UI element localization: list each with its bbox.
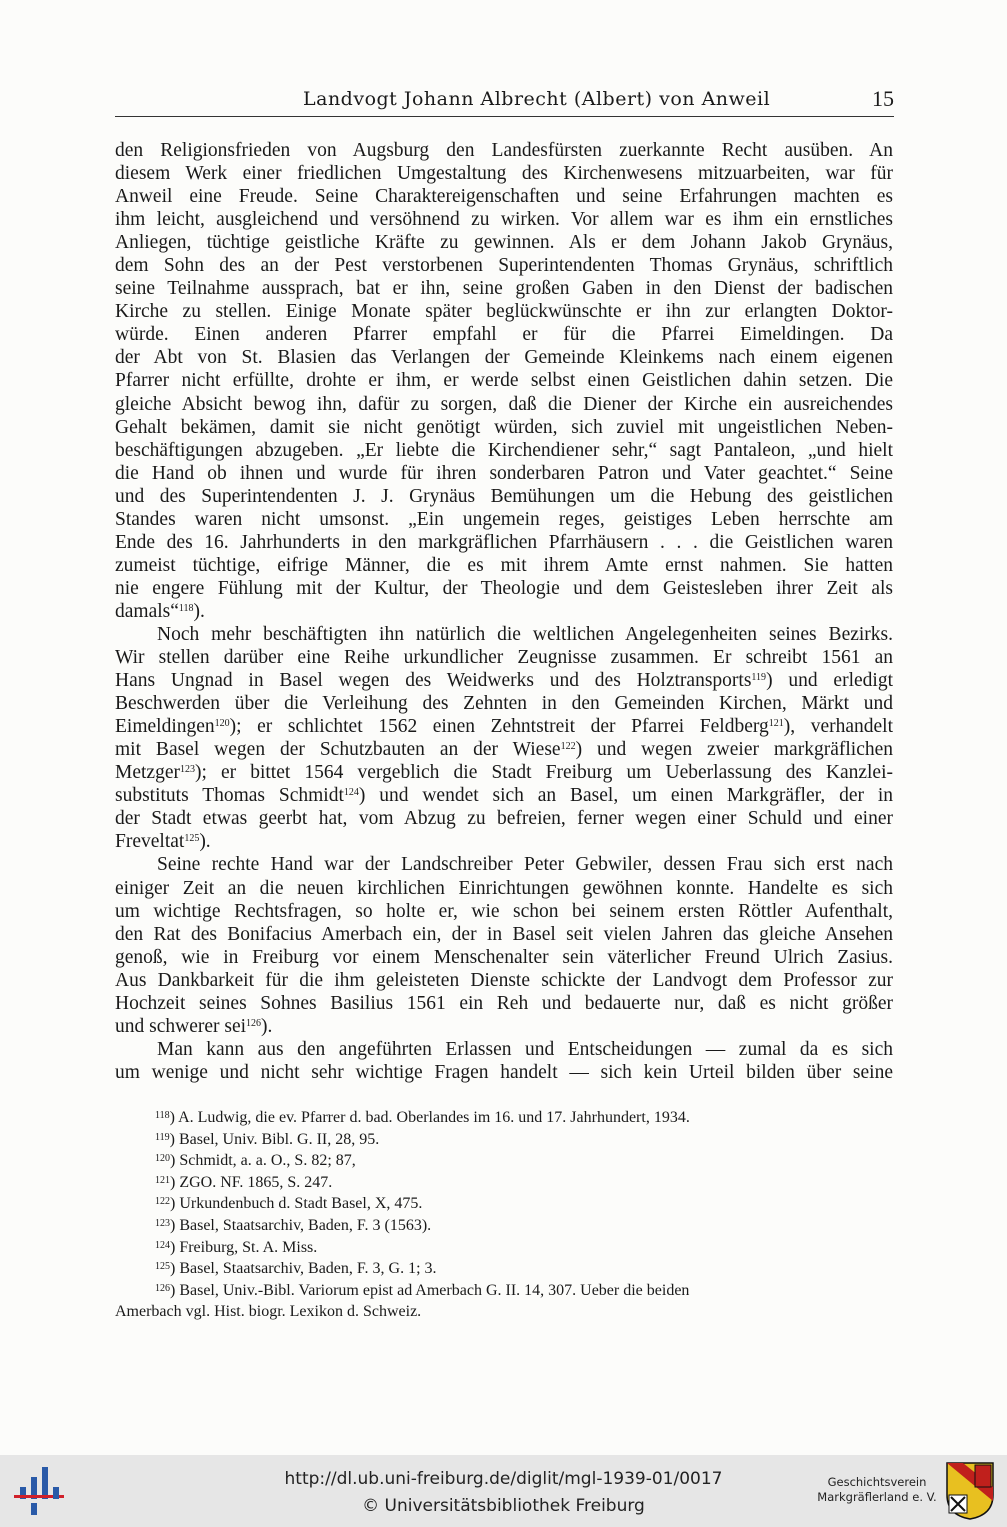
text-line [115,969,893,992]
text-line [115,185,893,208]
text-run: dem Sohn des an der Pest verstorbenen Superintendenten Thomas Grynäus, schriftlich [115,255,893,277]
society-name-line-1: Geschichtsverein [827,1475,927,1489]
text-run: die Hand ob ihnen und wurde für ihren sonderbaren Patron und Vater geachtet.“ Seine [115,462,893,484]
footnote-reference[interactable]: 125 [184,833,200,845]
text-line [115,646,893,669]
text-run: Aus Dankbarkeit für die ihm geleisteten Dienste schickte der Landvogt dem Professor zur [115,969,893,991]
footnote-text: ) Basel, Staatsarchiv, Baden, F. 3, G. 1; 3. [170,1260,437,1278]
text-run: ). [193,600,205,622]
text-run: genoß, wie in Freiburg vor einem Menschenalter sein väterlicher Freund Ulrich Zasius. [115,946,893,968]
text-run: ) und wendet sich an Basel, um einen Markgräfler, der in [358,785,893,807]
text-run: Hochzeit seines Sohnes Basilius 1561 ein Reh und bedauerte nur, daß es nicht größer [115,992,893,1014]
text-line [115,393,893,416]
text-line [115,900,893,923]
text-run: um wenige und nicht sehr wichtige Fragen handelt — sich kein Urteil bilden über seine [115,1061,893,1083]
copyright-text: © Universitätsbibliothek Freiburg [362,1496,645,1516]
footnote-text: ) ZGO. NF. 1865, S. 247. [170,1173,333,1191]
footnote-123 [115,1216,893,1238]
footnote-number: 123 [155,1217,170,1229]
text-run: Hans Ungnad in Basel wegen des Weidwerks und des Holztransports [115,670,752,692]
text-run: damals“ [115,600,179,622]
footnote-number: 119 [155,1131,170,1143]
paragraph-2 [115,623,893,853]
text-line [115,1061,893,1084]
text-line [115,277,893,300]
text-run: Seine rechte Hand war der Landschreiber Peter Gebwiler, dessen Frau sich erst nach [157,854,893,876]
text-line [115,369,893,392]
text-line [115,577,893,600]
text-line [115,416,893,439]
footnote-126-continuation: Amerbach vgl. Hist. biogr. Lexikon d. Schweiz. [115,1303,422,1321]
footnote-number: 126 [155,1282,170,1294]
text-run: um wichtige Rechtsfragen, so holte er, wie schon bei seinem ersten Röttler Aufenthalt, [115,900,893,922]
text-run: ). [261,1015,273,1037]
text-line [115,508,893,531]
text-run: und des Superintendenten J. J. Grynäus Bemühungen um die Hebung des geistlichen [115,485,893,507]
footnote-text: ) Basel, Univ.-Bibl. Variorum epist ad Amerbach G. II. 14, 307. Ueber die beiden [170,1281,690,1299]
text-run: der Stadt etwas geerbt hat, vom Abzug zu befreien, ferner wegen einer Schuld und einer [115,808,893,830]
footnote-122 [115,1194,893,1216]
footnote-reference[interactable]: 123 [179,764,195,776]
text-line [115,1038,893,1061]
text-run: Standes waren nicht umsonst. „Ein ungemein reges, geistiges Leben herrschte am [115,508,893,530]
text-run: und schwerer sei [115,1015,247,1037]
page-number: 15 [872,86,894,111]
text-run: Metzger [115,762,180,784]
paragraph-1 [115,139,893,623]
text-run: mit Basel wegen der Schutzbauten an der Wiese [115,739,561,761]
document-url-link[interactable]: http://dl.ub.uni-freiburg.de/diglit/mgl-1939-01/0017 [284,1469,723,1489]
text-run: Wir stellen darüber eine Reihe urkundlicher Zeugnisse zusammen. Er schreibt 1561 an [115,647,893,669]
footnote-text: ) Schmidt, a. a. O., S. 82; 87, [170,1152,356,1170]
text-line [115,853,893,876]
footnote-text: ) Basel, Staatsarchiv, Baden, F. 3 (1563). [170,1216,432,1234]
text-line [115,139,893,162]
footnote-reference[interactable]: 121 [768,718,784,730]
text-run: nie engere Fühlung mit der Kultur, der Theologie und dem Geistesleben ihrer Zeit als [115,577,893,599]
footnote-number: 118 [155,1110,170,1121]
text-line [115,923,893,946]
text-line [115,162,893,185]
text-run: ), verhandelt [783,716,893,738]
text-line [115,462,893,485]
text-run: ); er bittet 1564 vergeblich die Stadt Freiburg um Ueberlassung des Kanzlei- [194,762,893,784]
text-line [115,208,893,231]
text-run: Anweil eine Freude. Seine Charaktereigenschaften und seine Erfahrungen machten es [115,186,893,208]
text-run: Eimeldingen [115,716,215,738]
page-header [115,86,894,117]
text-run: beschäftigungen abzugeben. „Er liebte die Kirchendiener sehr,“ sagt Pantaleon, „und hielt [115,439,893,461]
text-line [115,784,893,807]
footnote-reference[interactable]: 118 [178,602,194,614]
text-run: Anliegen, tüchtige geistliche Kräfte zu gewinnen. Als er dem Johann Jakob Grynäus, [115,232,893,254]
footnote-reference[interactable]: 124 [343,787,359,799]
footnote-125 [115,1259,893,1281]
text-line [115,1015,893,1038]
text-line [115,254,893,277]
text-line [115,877,893,900]
text-line [115,669,893,692]
text-run: den Religionsfrieden von Augsburg den Landesfürsten zuerkannte Recht ausüben. An [115,140,893,161]
paragraph-3 [115,853,893,1037]
footnote-text: ) Freiburg, St. A. Miss. [170,1238,318,1256]
text-run: substituts Thomas Schmidt [115,785,344,807]
text-line [115,807,893,830]
text-run: diesem Werk einer friedlichen Umgestaltung des Kirchenwesens mitzuarbeiten, war für [115,163,893,185]
text-line [115,300,893,323]
text-run: einiger Zeit an die neuen kirchlichen Einrichtungen gewöhnen konnte. Handelte es sich [115,877,893,899]
text-run: Freveltat [115,831,185,853]
footnote-text: ) Basel, Univ. Bibl. G. II, 28, 95. [169,1130,380,1148]
footnotes [115,1108,893,1322]
text-line [115,323,893,346]
text-run: Pfarrer nicht erfüllte, drohte er ihm, er werde selbst einen Geistlichen dahin setzen. Die [115,370,893,392]
text-run: ). [199,831,211,853]
text-line [115,992,893,1015]
body-text [115,139,893,1084]
text-line [115,231,893,254]
text-run: ) und erledigt [766,670,893,692]
text-line [115,738,893,761]
text-run: ihm leicht, ausgleichend und versöhnend zu wirken. Vor allem war es ihm ein ernstliches [115,209,893,231]
text-line [115,346,893,369]
text-line [115,715,893,738]
footnote-120 [115,1151,893,1173]
text-line [115,554,893,577]
text-line [115,531,893,554]
footnote-number: 121 [155,1174,170,1186]
viewer-footer [0,1455,1007,1527]
text-line [115,600,893,623]
text-line [115,623,893,646]
text-run: Noch mehr beschäftigten ihn natürlich die weltlichen Angelegenheiten seines Bezirks. [157,623,893,645]
paragraph-4 [115,1038,893,1084]
text-run: Ende des 16. Jahrhunderts in den markgräflichen Pfarrhäusern . . . die Geistlichen waren [115,531,893,553]
text-run: zumeist tüchtige, eifrige Männer, die es mit ihrem Amte ernst nahmen. Sie hatten [115,554,893,576]
text-run: Beschwerden über die Verleihung des Zehnten in den Gemeinden Kirchen, Märkt und [115,693,893,715]
text-run: würde. Einen anderen Pfarrer empfahl er für die Pfarrei Eimeldingen. Da [115,324,893,346]
footnote-reference[interactable]: 126 [246,1017,262,1029]
footnote-number: 122 [155,1196,170,1208]
text-line [115,692,893,715]
footnote-121 [115,1173,893,1195]
text-line [115,946,893,969]
text-run: der Abt von St. Blasien das Verlangen der Gemeinde Kleinkems nach einem eigenen [115,347,893,369]
text-line [115,485,893,508]
text-line [115,439,893,462]
society-name-line-2: Markgräflerland e. V. [817,1490,937,1504]
footnote-reference[interactable]: 119 [751,672,767,684]
text-run: ) und wegen zweier markgräflichen [575,739,893,761]
footnote-119 [115,1130,893,1152]
text-line [115,830,893,853]
footnote-reference[interactable]: 120 [214,718,230,730]
text-run: Man kann aus den angeführten Erlassen und Entscheidungen — zumal da es sich [157,1038,893,1060]
footnote-reference[interactable]: 122 [560,741,576,753]
footnote-number: 120 [155,1153,170,1165]
society-name [812,1475,942,1505]
text-run: Kirche zu stellen. Einige Monate später beglückwünschte er ihn zur erlangten Doktor- [115,301,893,323]
footnote-126 [115,1281,893,1303]
footnote-118 [115,1108,893,1130]
text-run: seine Teilnahme aussprach, bat er ihn, seine großen Gaben in den Dienst der badischen [115,278,893,300]
text-line [115,761,893,784]
footnote-text: ) Urkundenbuch d. Stadt Basel, X, 475. [170,1195,423,1213]
text-run: gleiche Absicht bewog ihn, dafür zu sorgen, daß die Diener der Kirche ein ausreichendes [115,393,893,415]
footnote-number: 125 [155,1261,170,1273]
text-run: ); er schlichtet 1562 einen Zehntstreit der Pfarrei Feldberg [229,716,769,738]
footnote-number: 124 [155,1239,170,1251]
markgraeflerland-crest-icon[interactable] [945,1461,995,1521]
text-run: den Rat des Bonifacius Amerbach ein, der in Basel seit vielen Jahren das gleiche Ansehen [115,923,893,945]
footnote-124 [115,1238,893,1260]
footnote-text: ) A. Ludwig, die ev. Pfarrer d. bad. Oberlandes im 16. und 17. Jahrhundert, 1934. [169,1109,690,1126]
text-run: Gehalt bekämen, damit sie nicht genötigt würden, sich zuviel mit ungeistlichen Neben- [115,416,893,438]
running-title: Landvogt Johann Albrecht (Albert) von Anweil [303,88,771,110]
